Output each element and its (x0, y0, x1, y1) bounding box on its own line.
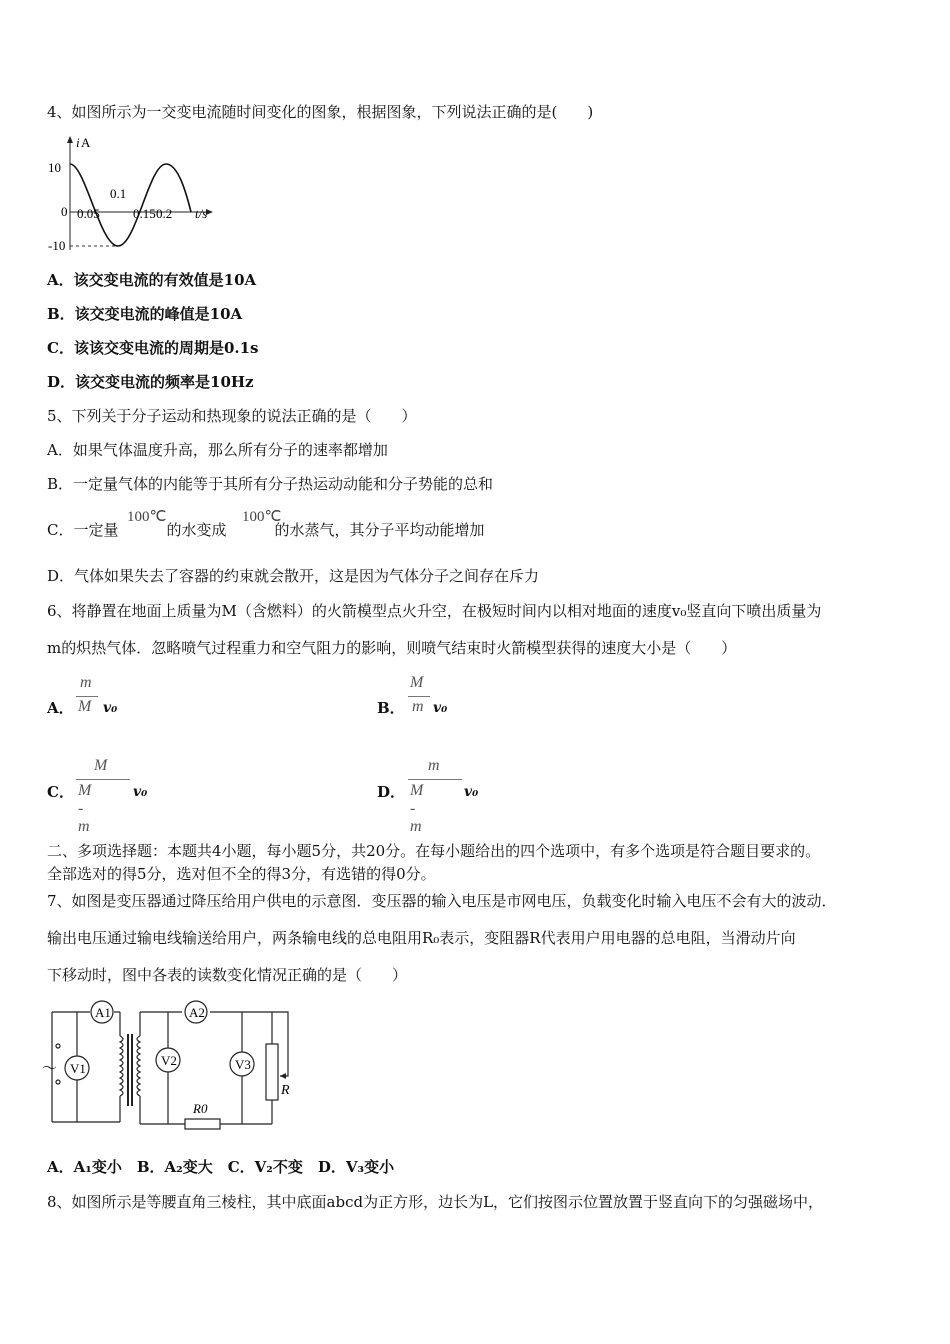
ac-source-symbol: ～ (42, 1061, 58, 1077)
q6-option-c-v0: v₀ (133, 784, 148, 800)
q5-stem: 5、下列关于分子运动和热现象的说法正确的是（ ） (47, 407, 417, 425)
meter-a2: A2 (189, 1005, 205, 1020)
meter-v3: V3 (235, 1057, 251, 1072)
section2-line2: 全部选对的得5分，选对但不全的得3分，有选错的得0分。 (47, 865, 436, 883)
q6-option-a-label: A． (47, 699, 74, 717)
meter-v1: V1 (70, 1061, 86, 1076)
meter-v2: V2 (161, 1053, 177, 1068)
q7-stem-line2: 输出电压通过输电线输送给用户，两条输电线的总电阻用R₀表示，变阻器R代表用户用电器的总电阻，当滑动片向 (47, 929, 796, 947)
q5-temp-1: 100℃ (127, 509, 167, 525)
q5-option-c-part3: 的水蒸气，其分子平均动能增加 (274, 521, 485, 539)
q5-option-c-part1: C．一定量 (47, 521, 119, 539)
q5-option-b: B．一定量气体的内能等于其所有分子热运动动能和分子势能的总和 (47, 475, 494, 493)
q4-x-tick-3: 0.15 (133, 206, 156, 221)
q4-stem: 4、如图所示为一交变电流随时间变化的图象，根据图象，下列说法正确的是( ) (47, 103, 594, 121)
q7-stem-line1: 7、如图是变压器通过降压给用户供电的示意图．变压器的输入电压是市网电压，负载变化时输入电压不会有大的波动． (47, 892, 837, 910)
q6-option-a-v0: v₀ (103, 700, 118, 716)
q4-y-unit: A (81, 135, 91, 150)
q5-option-c-part2: 的水变成 (166, 521, 227, 539)
q6-option-c-label: C． (47, 783, 74, 801)
q6-option-b-label: B． (377, 699, 405, 717)
q7-stem-line3: 下移动时，图中各表的读数变化情况正确的是（ ） (47, 966, 408, 984)
q8-stem-line1: 8、如图所示是等腰直角三棱柱，其中底面abcd为正方形，边长为L，它们按图示位置放置于竖直向下的匀强磁场中， (47, 1193, 824, 1211)
q6-stem-line1: 6、将静置在地面上质量为M（含燃料）的火箭模型点火升空，在极短时间内以相对地面的速度v₀竖直向下喷出质量为 (47, 602, 822, 620)
r0-label: R0 (193, 1101, 208, 1116)
q4-current-graph (45, 132, 220, 261)
r-label: R (281, 1083, 290, 1098)
q4-option-d: D．该交变电流的频率是10Hz (47, 373, 254, 391)
q6-option-b-v0: v₀ (433, 700, 448, 716)
q4-option-a: A．该交变电流的有效值是10A (47, 271, 257, 289)
section2-line1: 二、多项选择题：本题共4小题，每小题5分，共20分。在每小题给出的四个选项中，有多个选项是符合题目要求的。 (47, 842, 821, 860)
q4-y-min: -10 (48, 238, 66, 253)
q6-option-d-label: D． (377, 783, 406, 801)
q4-x-axis-label: t/s (195, 206, 208, 221)
q6-option-d-v0: v₀ (464, 784, 479, 800)
q4-option-c: C．该该交变电流的周期是0.1s (47, 339, 259, 357)
q4-y-max: 10 (48, 160, 61, 175)
meter-a1: A1 (95, 1005, 111, 1020)
q4-option-b: B．该交变电流的峰值是10A (47, 305, 243, 323)
q4-origin: 0 (61, 204, 68, 219)
q6-stem-line2: m的炽热气体．忽略喷气过程重力和空气阻力的影响，则喷气结束时火箭模型获得的速度大小是（ ） (47, 639, 737, 657)
q4-x-tick-1: 0.05 (77, 206, 100, 221)
q4-x-tick-2: 0.1 (110, 186, 127, 201)
q5-temp-2: 100℃ (242, 509, 282, 525)
q7-options: A．A₁变小 B．A₂变大 C．V₂不变 D．V₃变小 (47, 1158, 395, 1176)
q5-option-d: D．气体如果失去了容器的约束就会散开，这是因为气体分子之间存在斥力 (47, 567, 540, 585)
q4-y-axis-label: i (76, 135, 80, 150)
q7-transformer-circuit (40, 996, 305, 1140)
q5-option-a: A．如果气体温度升高，那么所有分子的速率都增加 (47, 441, 388, 459)
q4-x-tick-4: 0.2 (156, 206, 173, 221)
